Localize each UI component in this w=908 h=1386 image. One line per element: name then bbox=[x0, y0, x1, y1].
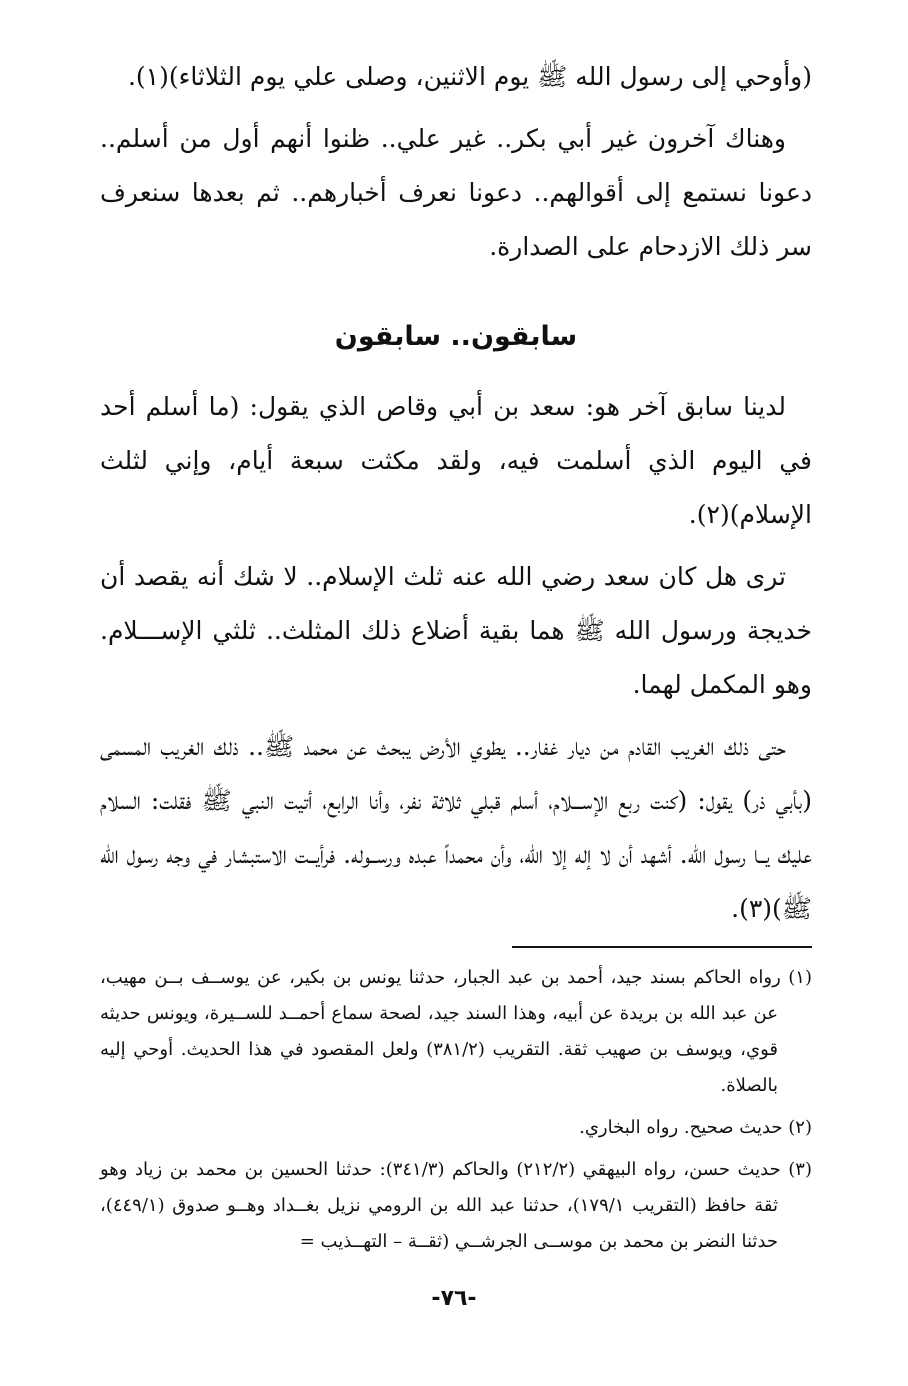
paragraph-2: وهناك آخرون غير أبي بكر.. غير علي.. ظنوا أنهم أول من أسلم.. دعونا نستمع إلى أقوالهم.. دعونا نعرف أخبارهم.. ثم بعدها سنعرف سر ذلك الازدحام على الصدارة. bbox=[100, 124, 812, 261]
section-heading: سابقون.. سابقون bbox=[334, 321, 578, 352]
footnote-2: (٢) حديث صحيح. رواه البخاري. bbox=[579, 1117, 812, 1138]
paragraph-1: (وأوحي إلى رسول الله ﷺ يوم الاثنين، وصلى علي يوم الثلاثاء)(١). bbox=[127, 62, 812, 91]
page-number: -٧٦- bbox=[431, 1286, 477, 1311]
footnote-divider bbox=[512, 946, 812, 948]
paragraph-4: ترى هل كان سعد رضي الله عنه ثلث الإسلام.. لا شك أنه يقصد أن خديجة ورسول الله ﷺ هما بقية أضلاع ذلك المثلث.. ثلثي الإســـلام. وهو المكمل لهما. bbox=[100, 562, 812, 699]
footnote-1: (١) رواه الحاكم بسند جيد، أحمد بن عبد الجبار، حدثنا يونس بن بكير، عن يوســف بــن مهيب، عن عبد الله بن بريدة عن أبيه، وهذا السند جيد، لصحة سماع أحمــد للســيرة، ويونس حديثه قوي، ويوسف بن صهيب ثقة. التقريب (٣٨١/٢) ولعل المقصود في هذا الحديث. أوحي إليه بالصلاة. bbox=[100, 967, 812, 1096]
paragraph-3: لدينا سابق آخر هو: سعد بن أبي وقاص الذي يقول: (ما أسلم أحد في اليوم الذي أسلمت فيه، ولقد مكثت سبعة أيام، وإني لثلث الإسلام)(٢). bbox=[100, 392, 812, 529]
page-body bbox=[100, 50, 812, 1266]
paragraph-5: حتى ذلك الغريب القادم من ديار غفار.. يطوي الأرض يبحث عن محمد ﷺ.. ذلك الغريب المسمى (بأبي ذر) يقول: (كنت ربع الإســـلام، أسلم قبلي ثلاثة نفر، وأنا الرابع، أتيت النبي ﷺ فقلت: السلام عليك يــا رسول الله. أشهد أن لا إله إلا الله، وأن محمداً عبده ورســوله. فرأيــت الاستبشار في وجه رسول الله ﷺ)(٣). bbox=[100, 732, 812, 923]
footnote-3: (٣) حديث حسن، رواه البيهقي (٢١٢/٢) والحاكم (٣٤١/٣): حدثنا الحسين بن محمد بن زياد وهو ثقة حافظ (التقريب ١٧٩/١)، حدثنا عبد الله بن الرومي نزيل بغــداد وهــو صدوق (٤٤٩/١)، حدثنا النضر بن محمد بن موســى الجرشــي (ثقــة – التهــذيب = bbox=[100, 1159, 812, 1252]
